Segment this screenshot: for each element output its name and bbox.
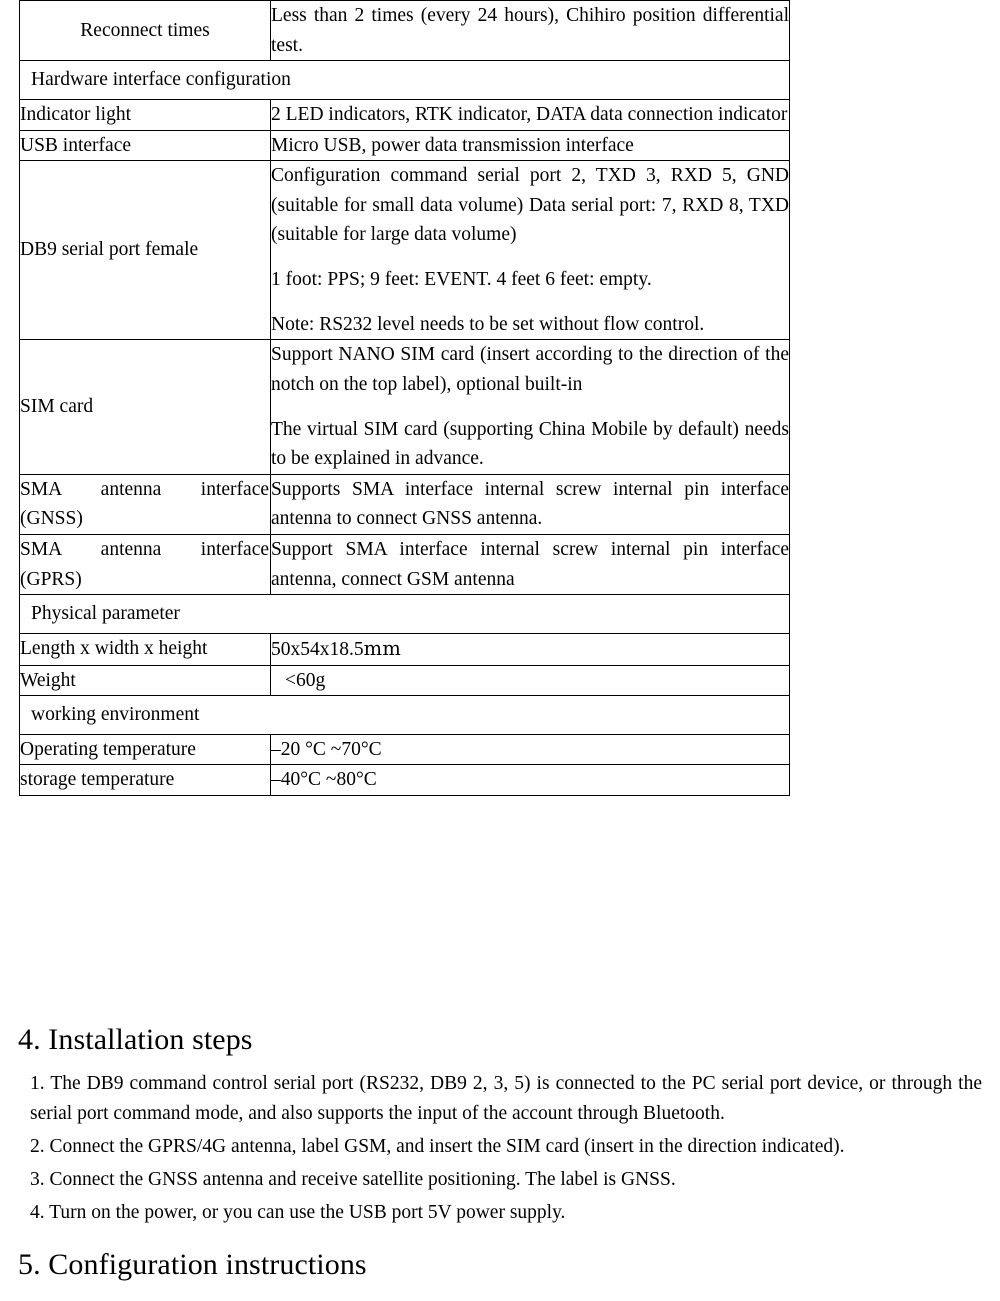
value-paragraph xyxy=(271,666,789,696)
table-row xyxy=(20,474,790,534)
dimension-unit: mm xyxy=(363,636,402,660)
value-paragraph: Configuration command serial port 2, TXD 3, RXD 5, GND (suitable for small data volume) Data serial port: 7, RXD 8, TXD (suitable for large data volume) xyxy=(271,165,789,246)
row-label-db9-serial-port-female: DB9 serial port female xyxy=(20,161,271,340)
row-label-sim-card: SIM card xyxy=(20,340,271,475)
row-value-storage-temperature xyxy=(271,765,790,796)
table-row xyxy=(20,535,790,595)
specification-table xyxy=(19,0,790,796)
table-row xyxy=(20,765,790,796)
row-label-sma-antenna-interface-gnss xyxy=(20,474,271,534)
row-label-length-width-height: Length x width x height xyxy=(20,633,271,665)
section-header-working-environment: working environment xyxy=(20,696,790,735)
row-value-indicator-light xyxy=(271,99,790,130)
page-heading-configuration-instructions: 5. Configuration instructions xyxy=(18,1248,367,1282)
value-paragraph: 1 foot: PPS; 9 feet: EVENT. 4 feet 6 feet: empty. xyxy=(271,269,652,290)
installation-step: 3. Connect the GNSS antenna and receive satellite positioning. The label is GNSS. xyxy=(30,1168,676,1190)
row-label-operating-temperature: Operating temperature xyxy=(20,734,271,765)
row-value-sma-antenna-interface-gnss xyxy=(271,474,790,534)
value-paragraph: –40°C ~80°C xyxy=(271,769,377,791)
table-section-header-row xyxy=(20,595,790,634)
row-label-indicator-light: Indicator light xyxy=(20,99,271,130)
table-row xyxy=(20,665,790,696)
document-body xyxy=(0,1005,1000,1294)
table-row xyxy=(20,130,790,161)
row-value-length-width-height xyxy=(271,633,790,665)
row-label-weight: Weight xyxy=(20,665,271,696)
row-label-reconnect-times: Reconnect times xyxy=(20,1,271,61)
row-label-storage-temperature: storage temperature xyxy=(20,765,271,796)
table-section-header-row xyxy=(20,61,790,100)
row-value-sma-antenna-interface-gprs xyxy=(271,535,790,595)
installation-steps-list xyxy=(0,1069,1000,1229)
label-line-1: SMA antenna interface xyxy=(20,478,269,500)
section-header-hardware-interface-configuration: Hardware interface configuration xyxy=(20,61,790,100)
installation-step: 1. The DB9 command control serial port (RS232, DB9 2, 3, 5) is connected to the PC serial port device, or through the serial port command mode, and also supports the input of the account through Bluetooth. xyxy=(30,1072,982,1125)
table-row xyxy=(20,1,790,61)
table-row xyxy=(20,633,790,665)
table-row xyxy=(20,340,790,475)
value-paragraph: The virtual SIM card (supporting China Mobile by default) needs to be explained in advance. xyxy=(271,418,789,470)
label-line-2: (GNSS) xyxy=(20,508,83,530)
value-paragraph: Supports SMA interface internal screw internal pin interface antenna to connect GNSS antenna. xyxy=(271,478,789,530)
value-paragraph: Less than 2 times (every 24 hours), Chihiro position differential test. xyxy=(271,5,789,56)
row-value-weight xyxy=(271,665,790,696)
weight-value: <60g xyxy=(285,669,326,691)
dimension-value: 50x54x18.5 xyxy=(271,638,364,660)
row-value-db9-serial-port-female xyxy=(271,161,790,340)
table-section-header-row xyxy=(20,696,790,735)
table-row xyxy=(20,734,790,765)
value-paragraph: Micro USB, power data transmission interface xyxy=(271,134,634,156)
page-heading-installation-steps: 4. Installation steps xyxy=(18,1023,253,1056)
installation-step: 2. Connect the GPRS/4G antenna, label GSM, and insert the SIM card (insert in the direction indicated). xyxy=(30,1136,845,1158)
table-row xyxy=(20,161,790,340)
installation-step: 4. Turn on the power, or you can use the USB port 5V power supply. xyxy=(30,1201,566,1223)
value-paragraph: Support SMA interface internal screw internal pin interface antenna, connect GSM antenna xyxy=(271,539,789,590)
label-line-1: SMA antenna interface xyxy=(20,539,269,560)
table-row xyxy=(20,99,790,130)
value-paragraph: Note: RS232 level needs to be set without flow control. xyxy=(271,313,705,335)
value-paragraph: Support NANO SIM card (insert according to the direction of the notch on the top label), optional built-in xyxy=(271,344,789,395)
row-value-operating-temperature xyxy=(271,734,790,765)
label-line-2: (GPRS) xyxy=(20,568,82,590)
value-paragraph: –20 °C ~70°C xyxy=(271,738,382,760)
row-label-sma-antenna-interface-gprs xyxy=(20,535,271,595)
value-paragraph: 2 LED indicators, RTK indicator, DATA data connection indicator xyxy=(271,103,788,125)
section-header-physical-parameter: Physical parameter xyxy=(20,595,790,634)
value-paragraph xyxy=(271,634,789,665)
row-value-usb-interface xyxy=(271,130,790,161)
row-value-sim-card xyxy=(271,340,790,475)
row-value-reconnect-times xyxy=(271,1,790,61)
row-label-usb-interface: USB interface xyxy=(20,130,271,161)
